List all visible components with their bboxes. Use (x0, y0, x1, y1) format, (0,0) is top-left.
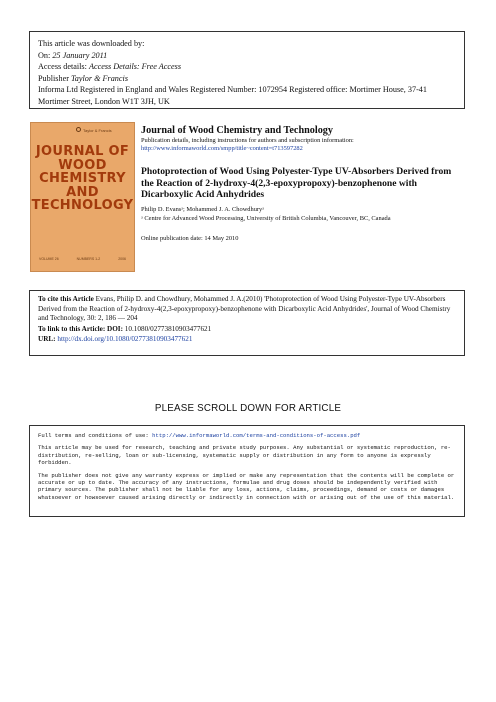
doi-row (38, 325, 456, 335)
online-publication-date: Online publication date: 14 May 2010 (141, 235, 239, 242)
cover-title-line: TECHNOLOGY (31, 198, 134, 213)
download-info-box (29, 31, 465, 109)
doi-value: 10.1080/02773810903477621 (124, 324, 212, 333)
journal-title: Journal of Wood Chemistry and Technology (141, 125, 333, 136)
publication-details-text: Publication details, including instructions for authors and subscription information: (141, 137, 354, 144)
cover-title-line: WOOD (58, 157, 107, 173)
terms-url-link[interactable]: http://www.informaworld.com/terms-and-conditions-of-access.pdf (152, 432, 361, 439)
access-value: Access Details: Free Access (88, 62, 182, 72)
cover-title (31, 145, 134, 213)
publisher-logo-icon (76, 127, 81, 132)
citation-box (29, 290, 465, 356)
downloaded-by-line: This article was downloaded by: (38, 39, 145, 48)
access-details-line (38, 61, 456, 73)
journal-cover-image (30, 122, 135, 272)
download-date-line (38, 50, 456, 62)
doi-url-link[interactable]: http://dx.doi.org/10.1080/02773810903477621 (57, 335, 193, 344)
cover-title-line: CHEMISTRY (39, 171, 126, 186)
article-title: Photoprotection of Wood Using Polyester-Type UV-Absorbers Derived from the Reaction of 2-hydroxy-4(2,3-epoxypropoxy)-benzophenone with Dicarboxylic Acid Anhydrides (141, 166, 452, 201)
access-label: Access details: (38, 62, 89, 72)
disclaimer-paragraph: The publisher does not give any warranty express or implied or make any representation that the contents will be complete or accurate or up to date. The accuracy of any instructions, formulae and drug doses should be independently verified with primary sources. The publisher shall not be liable for any loss, actions, claims, proceedings, demand or costs or damages whatsoever or howsoever caused arising directly or indirectly in connection with or arising out of the use of this material. (38, 471, 455, 501)
link-label: To link to this Article: DOI: (38, 324, 123, 333)
cover-year: 2006 (118, 257, 126, 261)
terms-paragraph (38, 432, 456, 439)
publisher-line (38, 73, 456, 85)
cite-row (38, 295, 456, 324)
cover-publisher-mark: Taylor & Francis (83, 128, 112, 133)
cite-label: To cite this Article (38, 295, 94, 303)
cover-numbers: NUMBERS 1-2 (76, 257, 101, 261)
cite-text: Evans, Philip D. and Chowdhury, Mohammed J. A.(2010) 'Photoprotection of Wood Using Polyester-Type UV-Absorbers Derived from the Reaction of 2-hydroxy-4(2,3-epoxypropoxy)-benzophenone with Dicarboxylic Acid Anhydrides', Journal of Wood Chemistry and Technology, 30: 2, 186 — 204 (38, 295, 451, 323)
download-date: 25 January 2011 (52, 50, 108, 60)
publisher-label: Publisher (38, 73, 71, 83)
scroll-down-notice: PLEASE SCROLL DOWN FOR ARTICLE (154, 403, 342, 414)
on-label: On: (38, 50, 53, 60)
publisher-value: Taylor & Francis (70, 73, 128, 83)
terms-label: Full terms and conditions of use: (38, 432, 153, 439)
journal-details (141, 137, 354, 153)
terms-box (29, 425, 465, 517)
url-row (38, 335, 456, 345)
cover-volume: VOLUME 26 (39, 257, 59, 261)
url-label: URL: (38, 335, 56, 344)
informa-registration: Informa Ltd Registered in England and Wales Registered Number: 1072954 Registered office: Mortimer House, 37-41 Mortimer Street, London W1T 3JH, UK (38, 85, 427, 106)
usage-paragraph: This article may be used for research, teaching and private study purposes. Any substantial or systematic reproduction, re-distribution, re-selling, loan or sub-licensing, systematic supply or distribution in any form to anyone is expressly forbidden. (38, 444, 451, 467)
cover-title-line: AND (66, 184, 99, 200)
author-affiliation: ᵃ Centre for Advanced Wood Processing, University of British Columbia, Vancouver, BC, Canada (141, 215, 391, 222)
article-authors: Philip D. Evansᵃ; Mohammed J. A. Chowdhuryᵃ (141, 206, 264, 213)
cover-title-line: JOURNAL OF (35, 144, 130, 159)
cover-footer (39, 257, 126, 261)
journal-url-link[interactable]: http://www.informaworld.com/smpp/title~content=t713597282 (141, 145, 303, 152)
